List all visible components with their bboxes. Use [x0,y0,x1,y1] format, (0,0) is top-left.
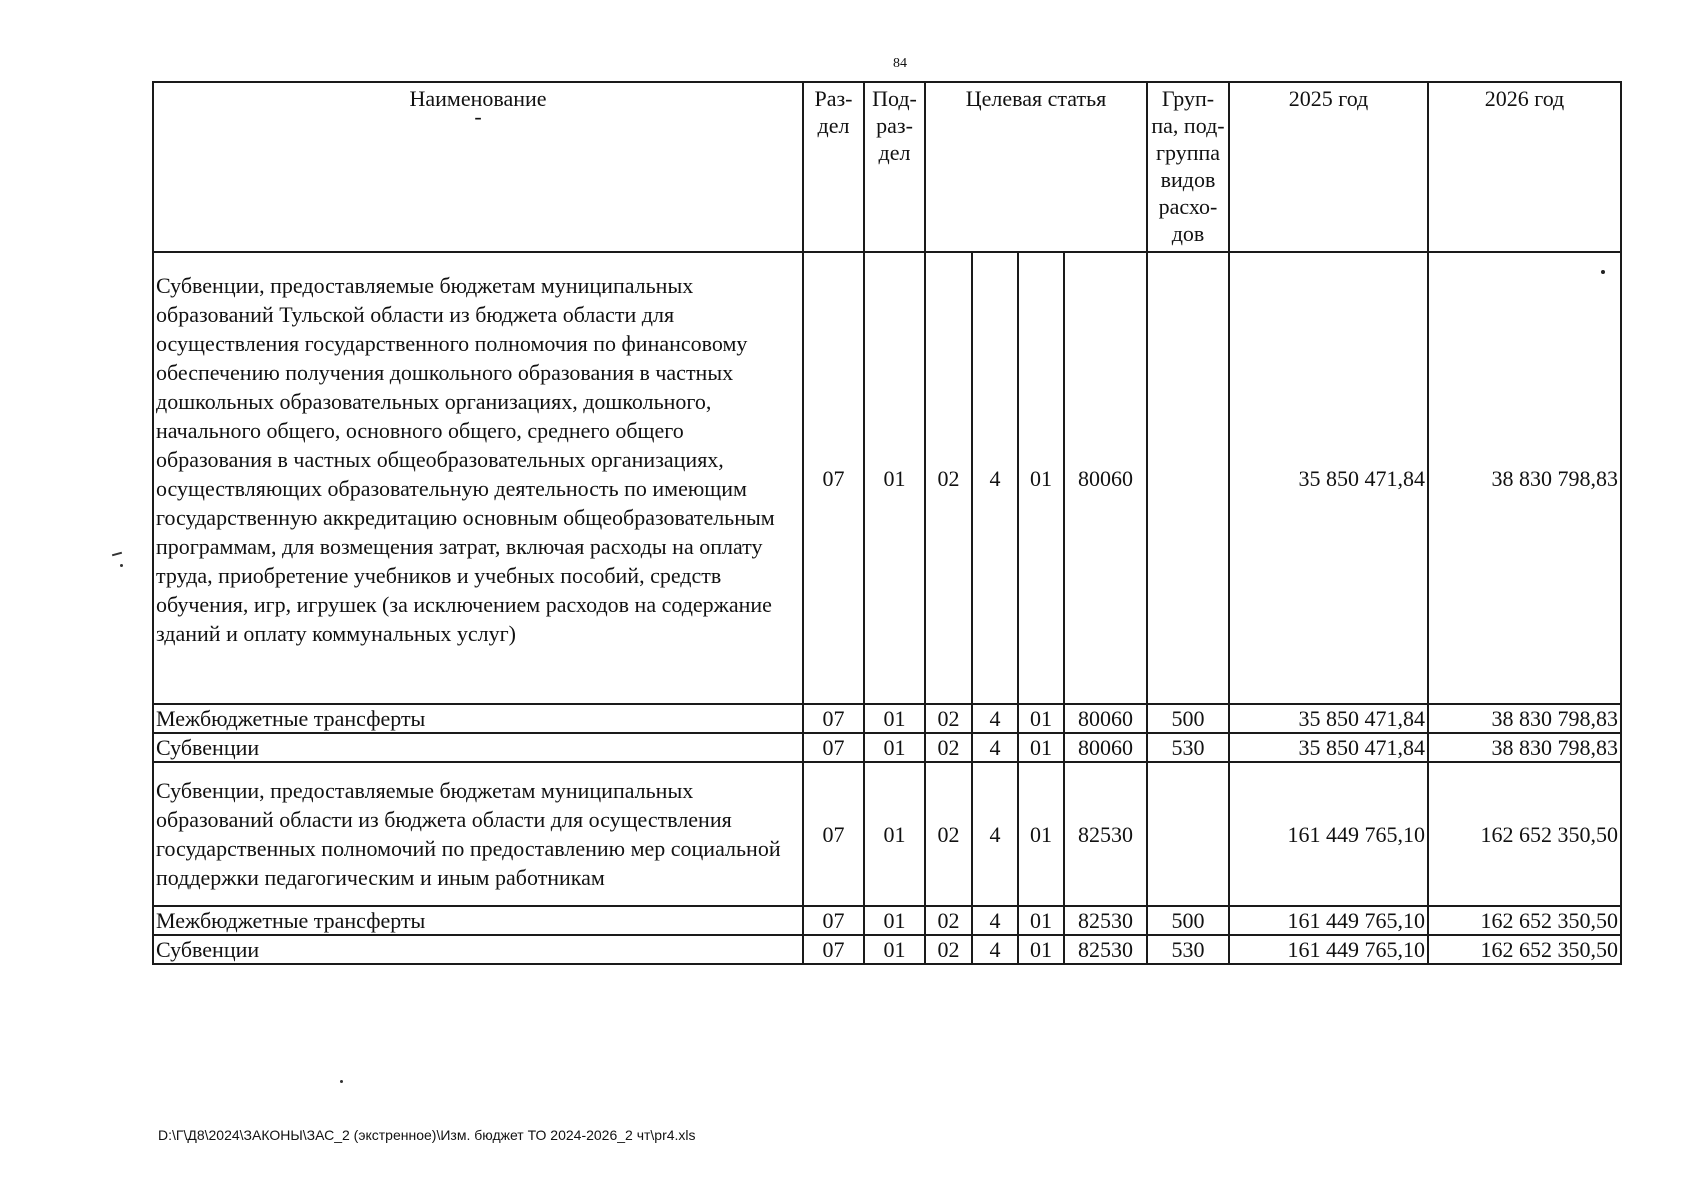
row-subsection: 01 [864,252,925,704]
row-expense-group [1147,252,1229,704]
row-target-subprogram: 01 [1018,704,1064,733]
row-amount-2025: 161 449 765,10 [1229,935,1428,964]
row-name: Межбюджетные трансферты [153,704,803,733]
row-target-program: 02 [925,252,972,704]
row-target-direction: 82530 [1064,906,1147,935]
row-subsection: 01 [864,733,925,762]
row-subsection: 01 [864,906,925,935]
row-target-subprogram: 01 [1018,762,1064,906]
row-expense-group: 500 [1147,906,1229,935]
page-number: 84 [893,56,907,71]
row-subsection: 01 [864,762,925,906]
row-subsection: 01 [864,704,925,733]
header-target-article: Целевая статья [925,82,1147,252]
budget-table [152,81,1622,965]
row-target-program: 02 [925,906,972,935]
row-target-type: 4 [972,906,1018,935]
row-target-subprogram: 01 [1018,733,1064,762]
row-target-type: 4 [972,252,1018,704]
row-amount-2025: 161 449 765,10 [1229,906,1428,935]
header-section: Раз- дел [803,82,864,252]
row-amount-2026: 162 652 350,50 [1428,762,1621,906]
row-amount-2025: 35 850 471,84 [1229,252,1428,704]
row-target-type: 4 [972,733,1018,762]
row-target-subprogram: 01 [1018,935,1064,964]
row-target-program: 02 [925,704,972,733]
row-target-direction: 80060 [1064,704,1147,733]
header-name: Наименование - [153,82,803,252]
row-expense-group: 530 [1147,733,1229,762]
row-expense-group: 530 [1147,935,1229,964]
table-row [153,935,1621,964]
margin-speck [120,564,123,567]
header-name-dash: - [474,104,482,129]
table-row [153,252,1621,704]
table-row [153,906,1621,935]
row-target-subprogram: 01 [1018,906,1064,935]
table-row [153,704,1621,733]
row-amount-2026: 38 830 798,83 [1428,252,1621,704]
row-name: Субвенции, предоставляемые бюджетам муниципальных образований области из бюджета области для осуществления государственных полномочий по предоставлению мер социальной поддержки педагогическим и иным работникам [153,762,803,906]
header-subsection: Под- раз- дел [864,82,925,252]
row-target-program: 02 [925,762,972,906]
row-name: Субвенции, предоставляемые бюджетам муниципальных образований Тульской области из бюджета области для осуществления государственного полномочия по финансовому обеспечению получения дошкольного образования в частных дошкольных образовательных организациях, дошкольного, начального общего, основного общего, среднего общего образования в частных общеобразовательных организациях, осуществляющих образовательную деятельность по имеющим государственную аккредитацию основным общеобразовательным программам, для возмещения затрат, включая расходы на оплату труда, приобретение учебников и учебных пособий, средств обучения, игр, игрушек (за исключением расходов на содержание зданий и оплату коммунальных услуг) [153,252,803,704]
row-target-program: 02 [925,935,972,964]
row-amount-2025: 35 850 471,84 [1229,704,1428,733]
header-year-2025: 2025 год [1229,82,1428,252]
row-amount-2026: 38 830 798,83 [1428,704,1621,733]
row-amount-2025: 35 850 471,84 [1229,733,1428,762]
row-target-subprogram: 01 [1018,252,1064,704]
row-section: 07 [803,704,864,733]
row-target-type: 4 [972,762,1018,906]
row-target-direction: 80060 [1064,733,1147,762]
row-target-direction: 80060 [1064,252,1147,704]
row-expense-group: 500 [1147,704,1229,733]
row-target-direction: 82530 [1064,762,1147,906]
table-row [153,733,1621,762]
scan-speck [1601,270,1605,274]
row-amount-2025: 161 449 765,10 [1229,762,1428,906]
header-year-2026: 2026 год [1428,82,1621,252]
row-section: 07 [803,906,864,935]
row-target-program: 02 [925,733,972,762]
row-name: Межбюджетные трансферты [153,906,803,935]
row-amount-2026: 38 830 798,83 [1428,733,1621,762]
row-name: Субвенции [153,733,803,762]
margin-mark [112,552,122,557]
row-target-direction: 82530 [1064,935,1147,964]
row-target-type: 4 [972,704,1018,733]
row-section: 07 [803,935,864,964]
row-section: 07 [803,252,864,704]
header-expense-group: Груп- па, под- группа видов расхо- дов [1147,82,1229,252]
row-amount-2026: 162 652 350,50 [1428,935,1621,964]
row-amount-2026: 162 652 350,50 [1428,906,1621,935]
scan-speck-bottom [340,1080,343,1083]
row-expense-group [1147,762,1229,906]
row-name: Субвенции [153,935,803,964]
row-section: 07 [803,733,864,762]
table-row [153,762,1621,906]
file-path-footer: D:\Г\Д8\2024\ЗАКОНЫ\ЗАС_2 (экстренное)\Изм. бюджет ТО 2024-2026_2 чт\pr4.xls [158,1127,696,1143]
row-section: 07 [803,762,864,906]
row-subsection: 01 [864,935,925,964]
row-target-type: 4 [972,935,1018,964]
table-header-row [153,82,1621,252]
